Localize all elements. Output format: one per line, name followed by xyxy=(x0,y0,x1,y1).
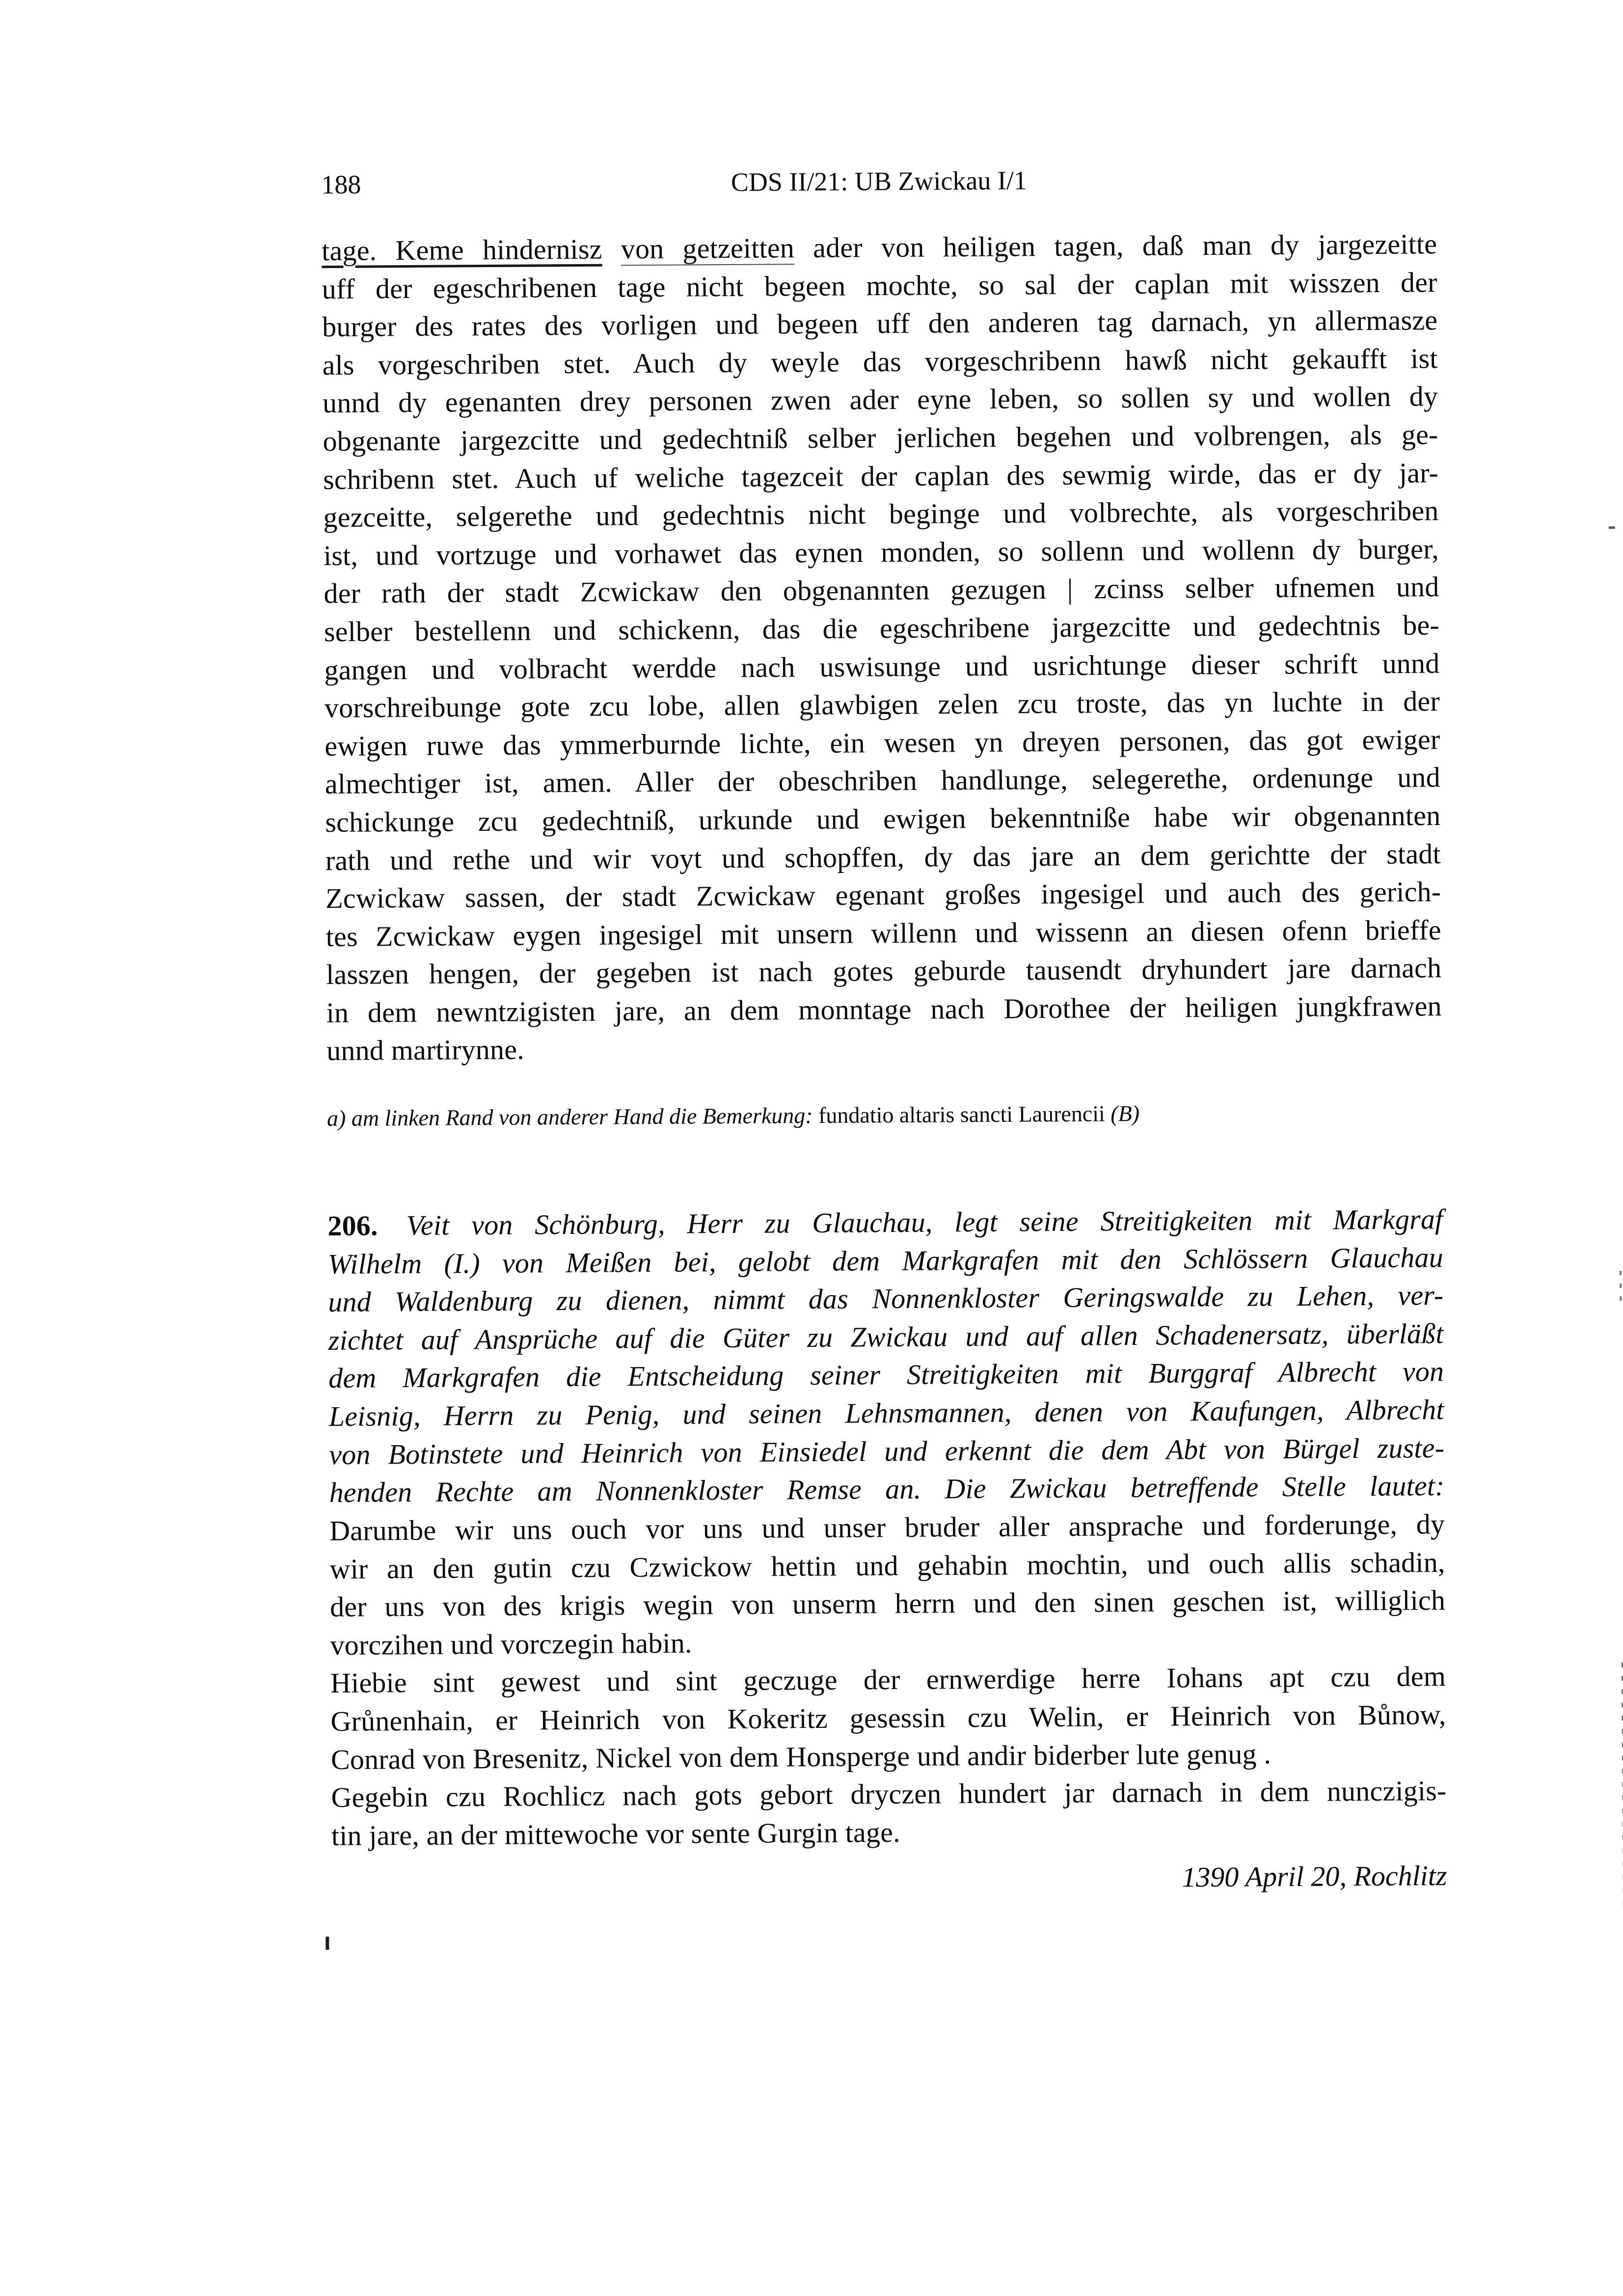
text-line: in dem newntzigisten jare, an dem monntage nach Dorothee der heiligen jungkfrawen xyxy=(326,990,1442,1029)
document-205-text xyxy=(322,225,1442,1070)
text-line: als vorgeschriben stet. Auch dy weyle das vorgeschribenn hawß nicht gekaufft ist xyxy=(322,342,1438,381)
text-line: Grůnenhain, er Heinrich von Kokeritz gesessin czu Welin, er Heinrich von Bůnow, xyxy=(330,1698,1446,1737)
date-place-line: 1390 April 20, Rochlitz xyxy=(1182,1859,1447,1893)
text-line: tin jare, an der mittewoche vor sente Gurgin tage. xyxy=(331,1816,901,1852)
text-line: almechtiger ist, amen. Aller der obeschriben handlunge, selegerethe, ordenunge und xyxy=(325,761,1441,800)
underlined-text-light: von getzeitten xyxy=(621,232,795,265)
text-line: ist, und vortzuge und vorhawet das eynen monden, so sollenn und wollenn dy burger, xyxy=(323,532,1439,572)
text-line: lasszen hengen, der gegeben ist nach gotes geburde tausendt dryhundert jare darnach xyxy=(326,952,1442,991)
text-line: wir an den gutin czu Czwickow hettin und gehabin mochtin, und ouch allis schadin, xyxy=(329,1546,1445,1585)
text-line: burger des rates des vorligen und begeen uff den anderen tag darnach, yn allermasze xyxy=(322,304,1438,343)
text-line: Wilhelm (I.) von Meißen bei, gelobt dem Markgrafen mit den Schlössern Glauchau xyxy=(327,1241,1444,1280)
running-title: CDS II/21: UB Zwickau I/1 xyxy=(730,165,1028,197)
text-line: der rath der stadt Zcwickaw den obgenannten gezugen | zcinss selber ufnemen und xyxy=(324,571,1439,610)
scan-artifact-edge-dashes xyxy=(1620,1271,1622,1305)
text-line: ewigen ruwe das ymmerburnde lichte, ein wesen yn dreyen personen, das got ewiger xyxy=(325,723,1440,762)
page-header xyxy=(321,162,1436,200)
footnote-source: (B) xyxy=(1110,1100,1140,1126)
text-line: selber bestellenn und schickenn, das die egeschribene jargezcitte und gedechtnis be- xyxy=(324,609,1440,648)
text-line: Gegebin czu Rochlicz nach gots gebort dryczen hundert jar darnach in dem nunczigis- xyxy=(331,1775,1447,1814)
text-line: vorschreibunge gote zcu lobe, allen glawbigen zelen zcu troste, das yn luchte in der xyxy=(324,685,1440,724)
text-line: der uns von des krigis wegin von unserm herrn und den sinen geschen ist, williglich xyxy=(329,1584,1446,1623)
page-number: 188 xyxy=(321,169,361,200)
footnote-remark: a) am linken Rand von anderer Hand die Bemerkung: xyxy=(326,1102,813,1131)
document-206-quote xyxy=(329,1505,1447,1855)
footnote-quotation: fundatio altaris sancti Laurencii xyxy=(818,1101,1105,1128)
text-line: Leisnig, Herrn zu Penig, und seinen Lehnsmannen, denen von Kaufungen, Albrecht xyxy=(328,1394,1444,1432)
text-line: tes Zcwickaw eygen ingesigel mit unsern willenn und wissenn an diesen ofenn brieffe xyxy=(325,913,1441,953)
text-line xyxy=(322,225,1437,270)
text-line: von Botinstete und Heinrich von Einsiedel und erkennt die dem Abt von Bürgel zuste- xyxy=(329,1431,1445,1471)
line-text: ader von heiligen tagen, daß man dy jargezeitte xyxy=(812,228,1437,264)
document-206-regest xyxy=(327,1200,1445,1512)
footnote xyxy=(327,1097,1442,1133)
text-line: zichtet auf Ansprüche auf die Güter zu Zwickau und auf allen Schadenersatz, überläßt xyxy=(328,1317,1444,1356)
text-line: Conrad von Bresenitz, Nickel von dem Honsperge und andir biderber lute genug . xyxy=(330,1737,1271,1776)
text-line: Darumbe wir uns ouch vor uns und unser bruder aller ansprache und forderunge, dy xyxy=(329,1508,1445,1547)
regest-text: Veit von Schönburg, Herr zu Glauchau, legt seine Streitigkeiten mit Markgraf xyxy=(406,1203,1443,1242)
text-line: unnd dy egenanten drey personen zwen ader eyne leben, so sollen sy und wollen dy xyxy=(322,380,1438,419)
text-line: schribenn stet. Auch uf weliche tagezceit der caplan des sewmig wirde, das er dy jar- xyxy=(323,456,1439,495)
text-line: gangen und volbracht werdde nach uswisunge und usrichtunge dieser schrift unnd xyxy=(324,647,1440,686)
text-line xyxy=(327,1200,1443,1245)
text-line: dem Markgrafen die Entscheidung seiner Streitigkeiten mit Burggraf Albrecht von xyxy=(328,1355,1444,1394)
text-line: gezceitte, selgerethe und gedechtnis nicht beginge und volbrechte, als vorgeschriben xyxy=(323,494,1439,534)
text-line: schickunge zcu gedechtniß, urkunde und ewigen bekenntniße habe wir obgenannten xyxy=(325,799,1441,838)
text-line: uff der egeschribenen tage nicht begeen mochte, so sal der caplan mit wisszen der xyxy=(322,266,1437,305)
text-line: obgenante jargezcitte und gedechtniß selber jerlichen begehen und volbrengen, als ge- xyxy=(323,418,1438,458)
text-line: und Waldenburg zu dienen, nimmt das Nonnenkloster Geringswalde zu Lehen, ver- xyxy=(328,1279,1444,1318)
text-line: unnd martirynne. xyxy=(326,1034,525,1067)
underlined-text: tage. Keme hindernisz xyxy=(322,233,602,267)
text-line: vorczihen und vorczegin habin. xyxy=(330,1627,692,1661)
scan-artifact-left-tick xyxy=(325,1937,329,1950)
text-line: Zcwickaw sassen, der stadt Zcwickaw egenant großes ingesigel und auch des gerich- xyxy=(325,875,1441,915)
text-line: Hiebie sint gewest und sint geczuge der ernwerdige herre Iohans apt czu dem xyxy=(330,1660,1446,1699)
entry-number: 206. xyxy=(327,1209,378,1242)
text-line: rath und rethe und wir voyt und schopffen, dy das jare an dem gerichtte der stadt xyxy=(325,837,1441,876)
text-line: henden Rechte am Nonnenkloster Remse an. Die Zwickau betreffende Stelle lautet: xyxy=(329,1470,1445,1509)
scan-artifact-right-dash xyxy=(1609,526,1615,529)
